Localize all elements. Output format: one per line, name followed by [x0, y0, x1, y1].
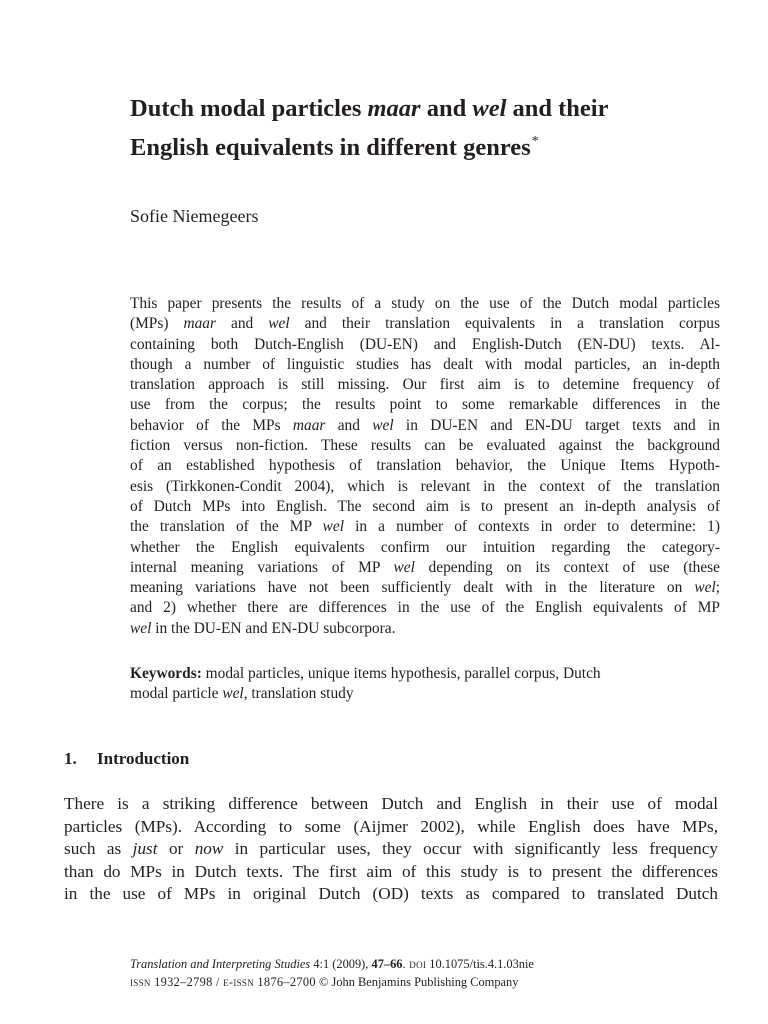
- abstract-line: [130, 416, 720, 436]
- body-line: There is a striking difference between Dutch and English in their use of modal: [64, 794, 718, 813]
- abstract-text: in a number of contexts in order to determine: 1): [343, 518, 720, 536]
- body-line: particles (MPs). According to some (Aijmer 2002), while English does have MPs,: [64, 816, 718, 836]
- title-line-1: [130, 92, 730, 125]
- keywords-line: [130, 664, 720, 684]
- keywords-line: [130, 684, 720, 704]
- abstract-line: of an established hypothesis of translation behavior, the Unique Items Hypoth-: [130, 457, 720, 475]
- abstract-line: and 2) whether there are differences in the use of the English equivalents of MP: [130, 599, 720, 617]
- abstract-line: whether the English equivalents confirm our intuition regarding the category-: [130, 538, 720, 556]
- body-line: in the use of MPs in original Dutch (OD) texts as compared to translated Dutch: [64, 884, 718, 903]
- footer-issn-line: [130, 974, 730, 992]
- body-paragraph: [64, 793, 718, 906]
- abstract-line: containing both Dutch-English (DU-EN) and English-Dutch (EN-DU) texts. Al-: [130, 335, 720, 353]
- abstract-term: wel: [694, 579, 716, 597]
- abstract-term: maar: [183, 315, 216, 333]
- title-term-maar: maar: [367, 95, 421, 122]
- abstract-text: and: [216, 315, 269, 333]
- abstract-term: wel: [393, 558, 415, 576]
- title-footnote-mark[interactable]: *: [531, 134, 539, 149]
- abstract-line: [130, 619, 720, 639]
- abstract-text: the translation of the MP: [130, 518, 323, 536]
- abstract-line: though a number of linguistic studies has dealt with modal particles, an in-depth: [130, 355, 720, 373]
- body-text: or: [157, 839, 195, 858]
- abstract-text: and their translation equivalents in a translation corpus: [289, 315, 720, 333]
- abstract-text: depending on its context of use (these: [414, 558, 720, 576]
- paper-title: [130, 92, 730, 164]
- body-line: than do MPs in Dutch texts. The first aim of this study is to present the differences: [64, 861, 718, 881]
- abstract-text: meaning variations have not been sufficiently dealt with in the literature on: [130, 579, 695, 597]
- keywords: [130, 664, 720, 705]
- abstract-line: use from the corpus; the results point to some remarkable differences in the: [130, 396, 720, 414]
- footer-citation: [130, 956, 730, 974]
- abstract-text: (MPs): [130, 315, 184, 333]
- body-text: in particular uses, they occur with significantly less frequency: [223, 839, 718, 858]
- title-text: and their: [506, 95, 609, 122]
- abstract-line: [130, 578, 720, 598]
- abstract-term: wel: [268, 315, 290, 333]
- footer-doi[interactable]: 10.1075/tis.4.1.03nie: [426, 957, 534, 971]
- abstract-text: ;: [715, 579, 720, 597]
- abstract-text: internal meaning variations of MP: [130, 558, 394, 576]
- footer-doi-label: . doi: [402, 957, 427, 971]
- keywords-term: wel: [222, 685, 244, 703]
- title-text: Dutch modal particles: [130, 95, 368, 122]
- keywords-text: , translation study: [243, 685, 354, 703]
- abstract-term: maar: [292, 416, 326, 434]
- keywords-text: modal particles, unique items hypothesis, parallel corpus, Dutch: [201, 665, 601, 682]
- abstract-line: [130, 558, 720, 578]
- abstract-term: wel: [322, 518, 344, 536]
- abstract: [130, 294, 720, 639]
- abstract-text: behavior of the MPs: [130, 416, 293, 434]
- footer-pages: 47–66: [371, 957, 403, 971]
- abstract-text: in the DU-EN and EN-DU subcorpora.: [151, 619, 396, 637]
- footer-publisher: © John Benjamins Publishing Company: [315, 974, 519, 989]
- author-name: Sofie Niemegeers: [130, 206, 259, 226]
- keywords-text: modal particle: [130, 685, 223, 703]
- section-heading: [64, 747, 189, 771]
- page-footer: [130, 956, 730, 991]
- body-term: now: [194, 839, 224, 858]
- abstract-line: esis (Tirkkonen-Condit 2004), which is relevant in the context of the translation: [130, 477, 720, 495]
- abstract-line: of Dutch MPs into English. The second aim is to present an in-depth analysis of: [130, 497, 720, 515]
- abstract-term: wel: [372, 416, 394, 434]
- title-text: and: [420, 95, 473, 122]
- body-text: such as: [64, 839, 133, 858]
- abstract-line: [130, 517, 720, 537]
- title-line-2: [130, 125, 730, 164]
- title-term-wel: wel: [472, 95, 507, 122]
- abstract-line: translation approach is still missing. Our first aim is to detemine frequency of: [130, 376, 720, 394]
- abstract-line: This paper presents the results of a study on the use of the Dutch modal particles: [130, 295, 720, 312]
- body-term: just: [132, 839, 158, 858]
- abstract-text: and: [325, 416, 373, 434]
- section-title: Introduction: [97, 749, 190, 768]
- abstract-term: wel: [130, 619, 152, 637]
- footer-issn: issn 1932–2798 / e-issn 1876–2700: [130, 974, 316, 989]
- keywords-label: Keywords:: [130, 665, 202, 682]
- body-line: [64, 838, 718, 861]
- abstract-text: in DU-EN and EN-DU target texts and in: [393, 416, 721, 434]
- abstract-line: [130, 314, 720, 334]
- footer-journal: Translation and Interpreting Studies: [130, 957, 311, 971]
- footer-volume: 4:1 (2009),: [310, 957, 372, 971]
- title-text: English equivalents in different genres: [130, 134, 531, 161]
- section-number: 1.: [64, 749, 77, 768]
- abstract-line: fiction versus non-fiction. These results can be evaluated against the background: [130, 437, 720, 455]
